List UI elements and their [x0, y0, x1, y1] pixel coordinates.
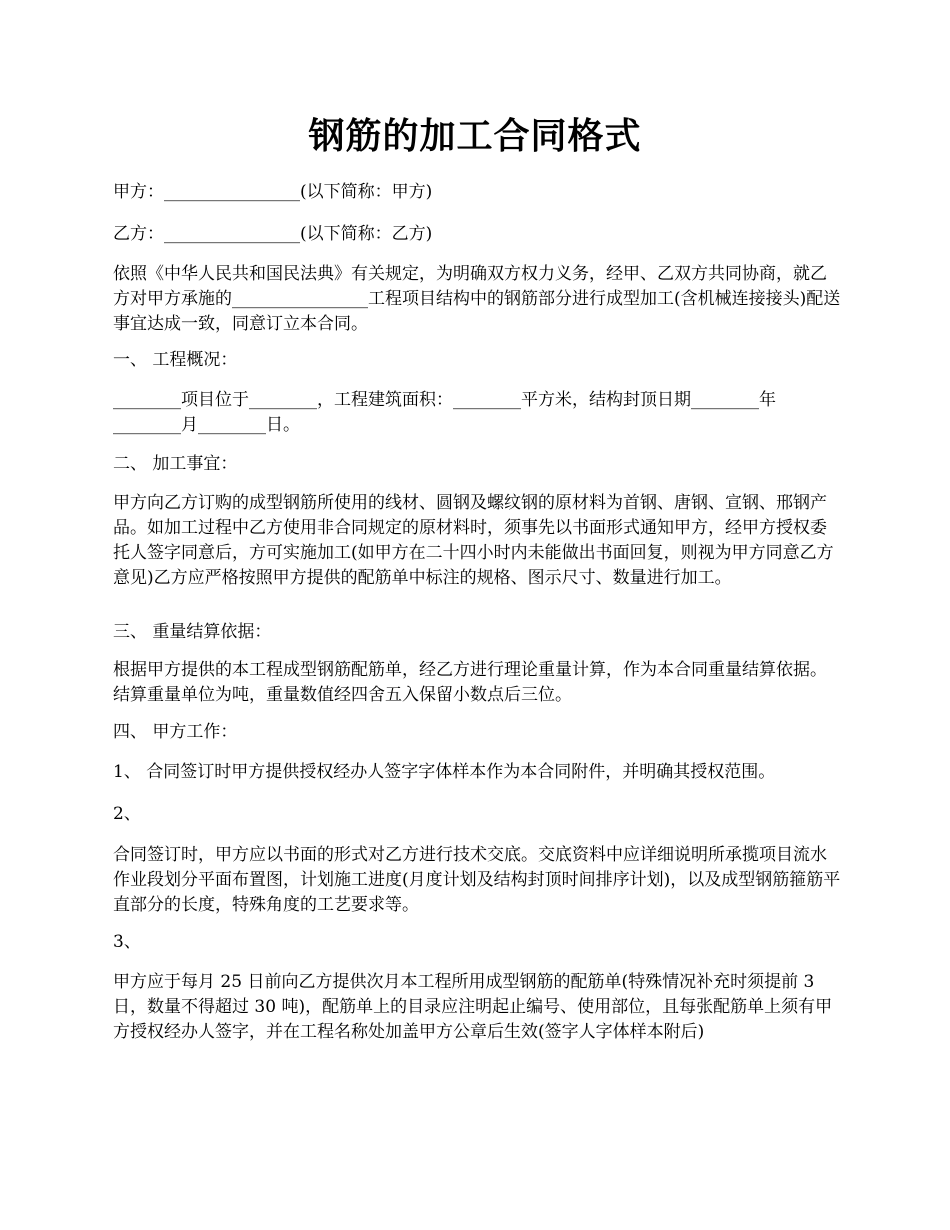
party-b-line: 乙方：________________(以下简称：乙方): [113, 224, 433, 244]
section-3-body: 根据甲方提供的本工程成型钢筋配筋单，经乙方进行理论重量计算，作为本合同重量结算依据。结算重量单位为吨，重量数值经四舍五入保留小数点后三位。: [113, 660, 827, 705]
section-1-body: ________项目位于________，工程建筑面积：________平方米，结构封顶日期________年________月________日。: [113, 390, 776, 435]
section-4-item-2-body: 合同签订时，甲方应以书面的形式对乙方进行技术交底。交底资料中应详细说明所承揽项目流水作业段划分平面布置图，计划施工进度(月度计划及结构封顶时间排序计划)，以及成型钢筋箍筋平直部分的长度，特殊角度的工艺要求等。: [113, 845, 841, 915]
party-a-line: 甲方：________________(以下简称：甲方): [113, 182, 433, 202]
section-1-heading: 一、 工程概况：: [113, 350, 238, 370]
section-4-item-3-body: 甲方应于每月 25 日前向乙方提供次月本工程所用成型钢筋的配筋单(特殊情况补充时须提前 3 日，数量不得超过 30 吨)，配筋单上的目录应注明起止编号、使用部位，且每张配筋单上须有甲方授权经办人签字，并在工程名称处加盖甲方公章后生效(签字人字体样本附后): [113, 972, 833, 1042]
document-title: 钢筋的加工合同格式: [308, 115, 642, 157]
section-4-item-1: 1、 合同签订时甲方提供授权经办人签字字体样本作为本合同附件，并明确其授权范围。: [113, 762, 776, 782]
section-2-heading: 二、 加工事宜：: [113, 454, 238, 474]
section-4-heading: 四、 甲方工作：: [113, 722, 238, 742]
section-4-item-2-label: 2、: [113, 804, 141, 824]
section-4-item-3-label: 3、: [113, 932, 141, 952]
section-3-heading: 三、 重量结算依据：: [113, 622, 272, 642]
section-2-body: 甲方向乙方订购的成型钢筋所使用的线材、圆钢及螺纹钢的原材料为首钢、唐钢、宣钢、邢钢产品。如加工过程中乙方使用非合同规定的原材料时，须事先以书面形式通知甲方，经甲方授权委托人签字同意后，方可实施加工(如甲方在二十四小时内未能做出书面回复，则视为甲方同意乙方意见)乙方应严格按照甲方提供的配筋单中标注的规格、图示尺寸、数量进行加工。: [113, 493, 834, 588]
intro-paragraph: 依照《中华人民共和国民法典》有关规定，为明确双方权力义务，经甲、乙双方共同协商，就乙方对甲方承施的________________工程项目结构中的钢筋部分进行成型加工(含机械连接接头)配送事宜达成一致，同意订立本合同。: [113, 264, 841, 334]
